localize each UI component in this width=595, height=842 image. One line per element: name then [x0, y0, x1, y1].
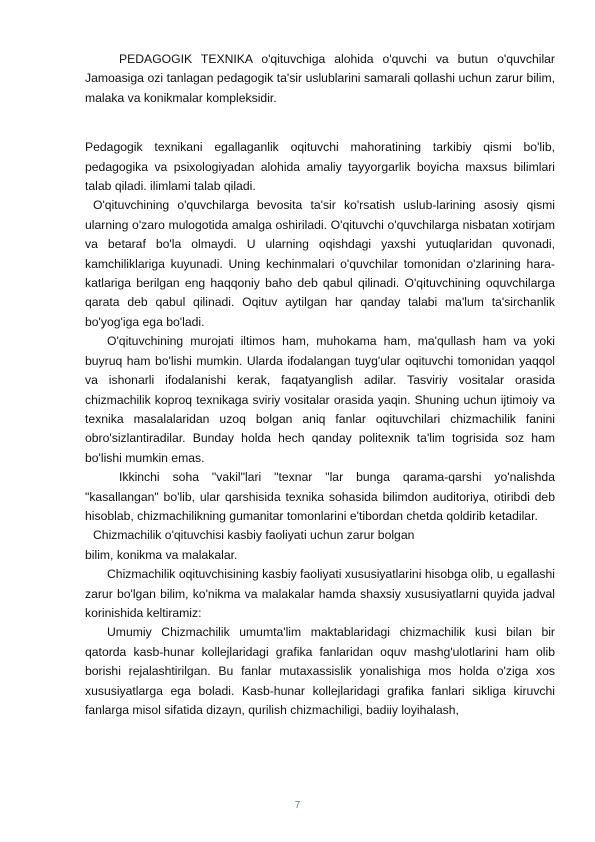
- paragraph-teacher-influence: O'qituvchining o'quvchilarga bevosita ta'sir ko'rsatish uslub-larining asosiy qismi ularning o'zaro mulogotida amalga oshiriladi. O'qituvchi o'quvchilarga nisbatan xotirjam va betaraf bo'la olmaydi. U ularning oqishdagi yaxshi yutuqlaridan quvonadi, kamchiliklariga kuyunadi. Uning kechinmalari o'quvchilar tomonidan o'zlarining hara-katlariga berilgan eng haqqoniy baho deb qabul qilinadi. O'qituvchining oquvchilarga qarata deb qabul qilinadi. Oqituv aytilgan har qanday talabi ma'lum ta'sirchanlik bo'yog'iga ega bo'ladi.: [85, 198, 555, 329]
- paragraph-gap: [85, 108, 555, 138]
- paragraph-heading-line-1: Chizmachilik o'qituvchisi kasbiy faoliyati uchun zarur bolgan: [93, 528, 415, 543]
- paragraph-heading-line-2: bilim, konikma va malakalar.: [85, 547, 238, 562]
- paragraph-pedagogical-technique: Pedagogik texnikani egallaganlik oqituvchi mahoratining tarkibiy qismi bo'lib, pedagogika va psixologiyadan alohida amaliy tayyorgarlik boyicha maxsus bilimlari talab qiladi. ilimlami talab qiladi.: [85, 140, 555, 194]
- paragraph-second-field: Ikkinchi soha "vakil"lari "texnar "lar bunga qarama-qarshi yo'nalishda "kasallangan" bo'lib, ular qarshisida texnika sohasida bilimdon auditoriya, otiribdi deb hisoblab, chizmachilikning gumanitar tomonlarini e'tibordan chetda qoldirib ketadilar.: [85, 470, 555, 523]
- page-number: 7: [294, 800, 301, 811]
- paragraph-definition: PEDAGOGIK TEXNIKA o'qituvchiga alohida o'quvchi va butun o'quvchilar Jamoasiga ozi tanlagan pedagogik ta'sir uslublarini samarali qollashi uchun zarur bilim, malaka va konikmalar kompleksidir.: [85, 52, 555, 105]
- document-page: [85, 50, 555, 720]
- paragraph-teacher-address: O'qituvchining murojati iltimos ham, muhokama ham, ma'qullash ham va yoki buyruq ham bo'lishi mumkin. Ularda ifodalangan tuyg'ular oqituvchi tomonidan yaqqol va ishonarli ifodalanishi kerak, faqatyanglish adilar. Tasviriy vositalar orasida chizmachilik koproq texnikaga sviriy vositalar orasida yaqin. Shuning uchun ijtimoiy va texnika masalalaridan uzoq bolgan aniq fanlar oqituvchilari chizmachilik fanini obro'sizlantiradilar. Bunday holda hech qanday politexnik ta'lim togrisida soz ham bo'lishi mumkin emas.: [85, 334, 555, 465]
- paragraph-table-intro: Chizmachilik oqituvchisining kasbiy faoliyati xususiyatlarini hisobga olib, u egallashi zarur bo'lgan bilim, ko'nikma va malakalar hamda shaxsiy xususiyatlarni quyida jadval korinishida keltiramiz:: [85, 567, 555, 620]
- paragraph-general-drawing: Umumiy Chizmachilik umumta'lim maktablaridagi chizmachilik kusi bilan bir qatorda kasb-hunar kollejlaridagi grafika fanlaridan oquv mashg'ulotlarini ham olib borishi rejalashtirilgan. Bu fanlar mutaxassislik yonalishiga mos holda o'ziga xos xususiyatlarga ega boladi. Kasb-hunar kollejlaridagi grafika fanlari sikliga kiruvchi fanlarga misol sifatida dizayn, qurilish chizmachiligi, badiiy loyihalash,: [85, 625, 555, 717]
